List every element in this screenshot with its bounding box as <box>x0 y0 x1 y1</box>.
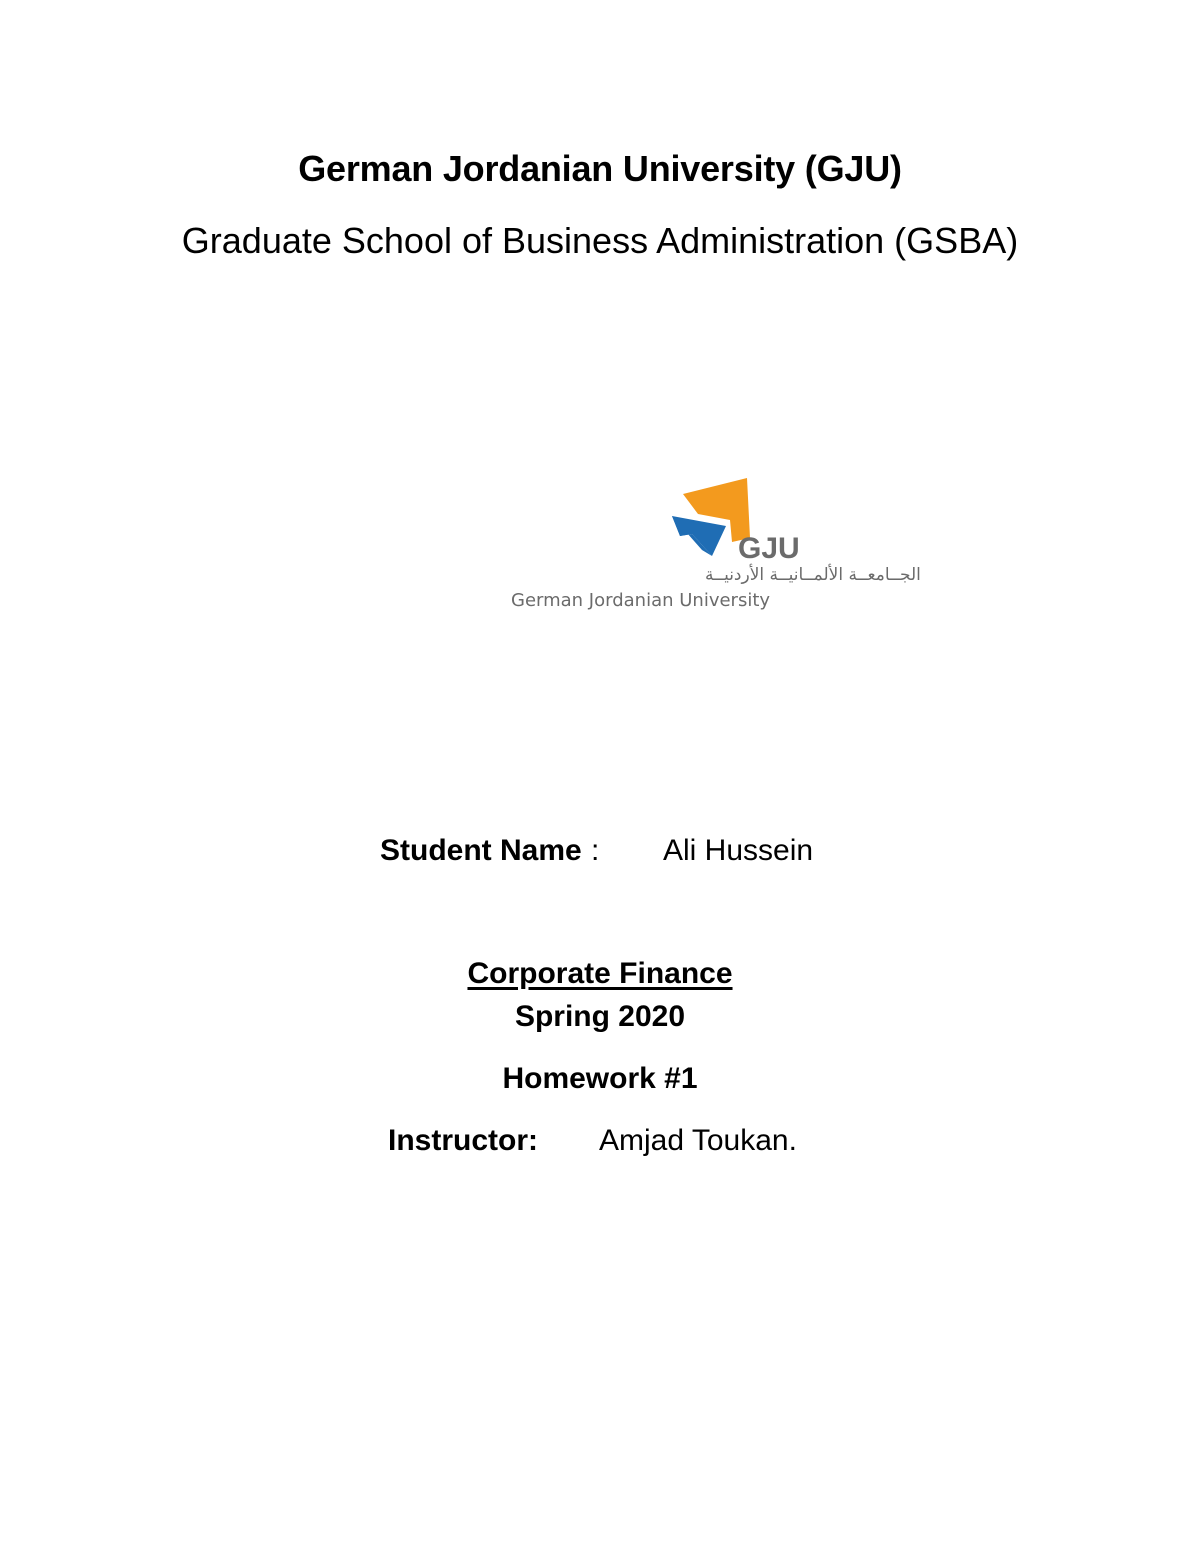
gju-logo <box>380 474 921 619</box>
logo-english-name: German Jordanian University <box>511 590 771 611</box>
student-name-value: Ali Hussein <box>663 834 814 867</box>
course-name: Corporate Finance <box>467 957 733 990</box>
assignment-title: Homework #1 <box>502 1062 698 1095</box>
logo-arabic-name: الجــامعــة الألمــانيــة الأردنيــة <box>705 565 921 585</box>
school-name: Graduate School of Business Administration (GSBA) <box>181 220 1019 261</box>
student-name-label: Student Name <box>380 834 582 867</box>
logo-blue-shape <box>672 516 726 556</box>
university-title: German Jordanian University (GJU) <box>298 148 902 189</box>
instructor-label: Instructor: <box>388 1124 538 1157</box>
student-name-colon: : <box>591 834 600 867</box>
course-term: Spring 2020 <box>514 1000 686 1033</box>
logo-abbreviation: GJU <box>738 532 800 565</box>
instructor-value: Amjad Toukan. <box>599 1124 797 1157</box>
